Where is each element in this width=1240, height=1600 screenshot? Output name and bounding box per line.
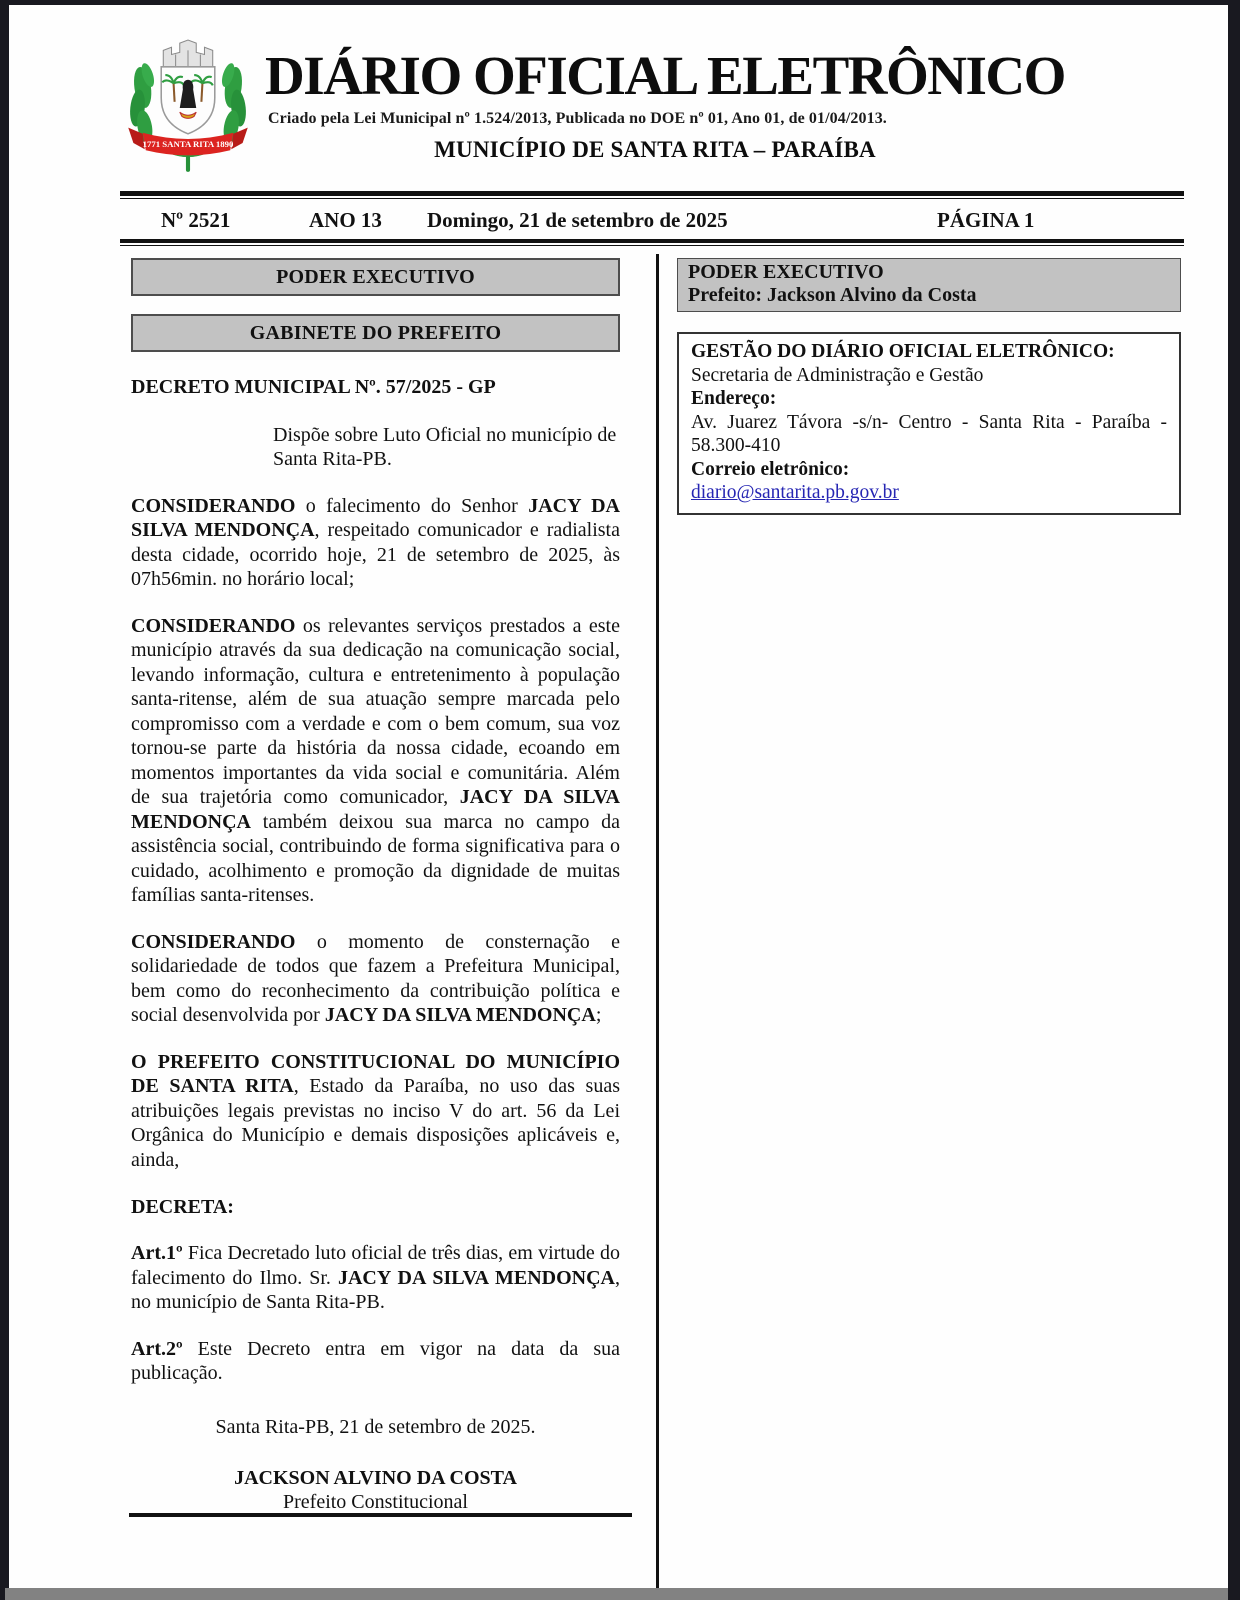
edition-info-row xyxy=(120,199,1184,239)
edition-number: Nº 2521 xyxy=(161,208,231,232)
column-divider xyxy=(656,254,659,1593)
email-link[interactable]: diario@santarita.pb.gov.br xyxy=(691,482,899,503)
mayor-name-line: Prefeito: Jackson Alvino da Costa xyxy=(688,284,977,306)
management-department: Secretaria de Administração e Gestão xyxy=(691,364,984,386)
edition-date: Domingo, 21 de setembro de 2025 xyxy=(427,208,728,232)
shield-icon xyxy=(161,67,215,134)
edition-page-number: PÁGINA 1 xyxy=(937,208,1035,232)
info-bar-bottom-rule-thin xyxy=(120,245,1184,247)
viewer-bottom-bar xyxy=(5,1588,1228,1600)
ribbon-banner-text: 1771 SANTA RITA 1890 xyxy=(142,139,234,150)
right-column xyxy=(677,258,1181,515)
masthead-municipality: MUNICÍPIO DE SANTA RITA – PARAÍBA xyxy=(434,136,876,162)
address-label: Endereço: xyxy=(691,388,777,409)
considerando-paragraph-1: CONSIDERANDO o falecimento do Senhor JACY DA SILVA MENDONÇA, respeitado comunicador e radialista desta cidade, ocorrido hoje, 21 de setembro de 2025, às 07h56min. no horário local; xyxy=(131,494,620,591)
decreta-label: DECRETA: xyxy=(131,1196,234,1219)
left-column xyxy=(131,258,620,1514)
masthead xyxy=(265,45,1065,163)
decree-summary: Dispõe sobre Luto Oficial no município de Santa Rita-PB. xyxy=(273,424,617,471)
coat-of-arms-logo xyxy=(120,33,256,181)
edition-year: ANO 13 xyxy=(309,208,382,232)
section-header-gabinete-do-prefeito: GABINETE DO PREFEITO xyxy=(131,314,620,352)
article-1: Art.1º Fica Decretado luto oficial de três dias, em virtude do falecimento do Ilmo. Sr. JACY DA SILVA MENDONÇA, no município de Santa Rita-PB. xyxy=(131,1242,620,1314)
info-bar-top-rule xyxy=(120,191,1184,196)
end-of-decree-rule xyxy=(129,1513,632,1517)
section-header-poder-executivo: PODER EXECUTIVO xyxy=(131,258,620,296)
mural-crown-icon xyxy=(163,40,212,69)
signature-name: JACKSON ALVINO DA COSTA xyxy=(234,1466,517,1489)
masthead-subtitle: Criado pela Lei Municipal nº 1.524/2013, Publicada no DOE nº 01, Ano 01, de 01/04/2013. xyxy=(268,109,887,127)
executive-power-title: PODER EXECUTIVO xyxy=(688,261,884,283)
dateline: Santa Rita-PB, 21 de setembro de 2025. xyxy=(215,1415,536,1438)
info-bar-bottom-rule xyxy=(120,239,1184,243)
executive-power-box xyxy=(677,258,1181,312)
considerando-paragraph-2: CONSIDERANDO os relevantes serviços prestados a este município através da sua dedicação na comunicação social, levando informação, cultura e entretenimento à população santa-ritense, além de sua atuação sempre marcada pelo compromisso com a verdade e com o bem comum, sua voz tornou-se parte da história da nossa cidade, ecoando em momentos importantes da vida social e comunitária. Além de sua trajetória como comunicador, JACY DA SILVA MENDONÇA também deixou sua marca no campo da assistência social, contribuindo de forma significativa para o cuidado, acolhimento e promoção da dignidade de muitas famílias santa-ritenses. xyxy=(131,614,620,907)
management-title: GESTÃO DO DIÁRIO OFICIAL ELETRÔNICO: xyxy=(691,341,1115,362)
edition-info-bar xyxy=(120,191,1184,246)
gazette-management-box xyxy=(677,332,1181,515)
prefeito-preamble-paragraph: O PREFEITO CONSTITUCIONAL DO MUNICÍPIO DE SANTA RITA, Estado da Paraíba, no uso das suas atribuições legais previstas no inciso V do art. 56 da Lei Orgânica do Município e demais disposições aplicáveis e, ainda, xyxy=(131,1050,621,1171)
considerando-paragraph-3: CONSIDERANDO o momento de consternação e solidariedade de todos que fazem a Prefeitura Municipal, bem como do reconhecimento da contribuição política e social desenvolvida por JACY DA SILVA MENDONÇA; xyxy=(131,930,620,1027)
decree-title: DECRETO MUNICIPAL Nº. 57/2025 - GP xyxy=(131,376,496,398)
email-label: Correio eletrônico: xyxy=(691,458,850,480)
signature-role: Prefeito Constitucional xyxy=(283,1490,468,1513)
address-value: Av. Juarez Távora -s/n- Centro - Santa Rita - Paraíba - 58.300-410 xyxy=(691,411,1167,456)
masthead-title: DIÁRIO OFICIAL ELETRÔNICO xyxy=(265,45,1065,106)
article-2: Art.2º Este Decreto entra em vigor na data da sua publicação. xyxy=(131,1337,620,1385)
document-paper xyxy=(9,5,1228,1588)
